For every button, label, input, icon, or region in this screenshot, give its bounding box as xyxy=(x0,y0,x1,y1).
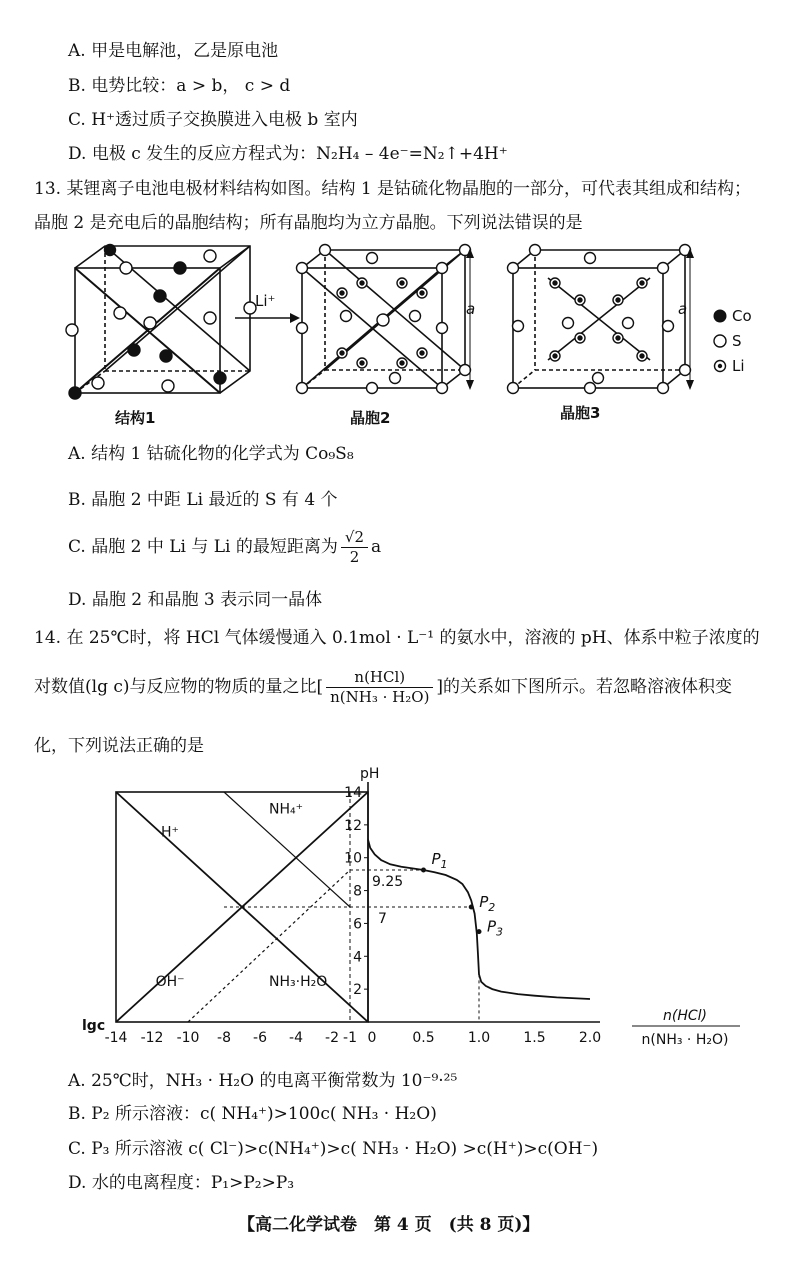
q14-stem-line3: 化，下列说法正确的是 xyxy=(34,736,204,756)
q14-option-c: C. P₃ 所示溶液 c( Cl⁻)>c(NH₄⁺)>c( NH₃ · H₂O) >c(H⁺)>c(OH⁻) xyxy=(68,1139,599,1159)
cell-3-label: 晶胞3 xyxy=(560,404,601,422)
legend-s: S xyxy=(732,332,742,350)
q13-option-a: A. 结构 1 钴硫化物的化学式为 Co₉S₈ xyxy=(68,444,354,464)
structure-1-label: 结构1 xyxy=(115,409,156,427)
q12-option-b: B. 电势比较：a > b， c > d xyxy=(68,76,291,96)
x-tick-right-0: 0 xyxy=(367,1030,377,1046)
legend xyxy=(714,307,752,375)
point-P3 xyxy=(477,929,482,934)
x-tick-right-3: 1.5 xyxy=(523,1030,546,1046)
x-axis-label-left: lgc xyxy=(82,1018,106,1034)
q12-option-a: A. 甲是电解池，乙是原电池 xyxy=(68,41,279,61)
cell-2-label: 晶胞2 xyxy=(350,409,391,427)
q12-option-c: C. H⁺透过质子交换膜进入电极 b 室内 xyxy=(68,110,358,130)
q13-stem-line2: 晶胞 2 是充电后的晶胞结构；所有晶胞均为立方晶胞。下列说法错误的是 xyxy=(34,213,583,233)
page-footer: 【高二化学试卷 第 4 页 (共 8 页)】 xyxy=(238,1215,540,1235)
point-P1 xyxy=(421,868,426,873)
titration-curve xyxy=(368,840,590,999)
y-tick-3: 8 xyxy=(353,883,362,900)
x-tick-left-1: -12 xyxy=(140,1030,164,1046)
x-tick-left-4: -6 xyxy=(253,1030,267,1046)
x-tick-left-5: -4 xyxy=(289,1030,303,1046)
y-tick-1: 4 xyxy=(353,949,362,966)
q13-stem-line1: 13. 某锂离子电池电极材料结构如图。结构 1 是钴硫化物晶胞的一部分，可代表其组成和结构； xyxy=(34,179,752,199)
q14-option-d: D. 水的电离程度：P₁>P₂>P₃ xyxy=(68,1173,295,1193)
x-tick-left-3: -8 xyxy=(217,1030,231,1046)
crystal-figure xyxy=(50,238,770,432)
ratio-fraction: $\frac{\text{n(HCl)}}{\text{n(NH₃ · H₂O)}}$ xyxy=(326,668,433,707)
ph-chart xyxy=(60,760,740,1059)
ref-value-9-25: 9.25 xyxy=(372,874,404,891)
cell-2-edge-label: a xyxy=(466,300,476,318)
y-tick-5: 12 xyxy=(344,817,362,834)
point-label-P2: $P_2$ xyxy=(479,893,496,914)
x-tick-right-1: 0.5 xyxy=(412,1030,435,1046)
y-tick-4: 10 xyxy=(344,850,362,867)
y-tick-2: 6 xyxy=(353,916,362,933)
legend-li: Li xyxy=(732,357,745,375)
cell-3-edge-label: a xyxy=(678,300,688,318)
structure-1 xyxy=(75,246,250,393)
point-P2 xyxy=(469,905,474,910)
series-line-3 xyxy=(188,870,350,1022)
q13-option-b: B. 晶胞 2 中距 Li 最近的 S 有 4 个 xyxy=(68,490,338,510)
y-tick-0: 2 xyxy=(353,982,362,999)
x-tick-left-7: -1 xyxy=(343,1030,357,1046)
x-tick-left-2: -10 xyxy=(176,1030,200,1046)
y-axis-label: pH xyxy=(360,766,380,782)
arrow-label: Li⁺ xyxy=(255,292,276,310)
q12-option-d: D. 电极 c 发生的反应方程式为：N₂H₄ – 4e⁻=N₂↑+4H⁺ xyxy=(68,144,508,164)
x-tick-right-4: 2.0 xyxy=(578,1030,602,1046)
q14-stem-line1: 14. 在 25℃时，将 HCl 气体缓慢通入 0.1mol · L⁻¹ 的氨水中，溶液的 pH、体系中粒子浓度的 xyxy=(34,628,760,648)
q14-option-a: A. 25℃时，NH₃ · H₂O 的电离平衡常数为 10⁻⁹·²⁵ xyxy=(68,1071,458,1091)
q13-option-c-text: C. 晶胞 2 中 Li 与 Li 的最短距离为 xyxy=(68,537,338,557)
x-tick-left-0: -14 xyxy=(104,1030,128,1046)
q13-option-c: C. 晶胞 2 中 Li 与 Li 的最短距离为 $\frac{√2}{2}$ a xyxy=(68,528,382,566)
sqrt2-over-2: $\frac{√2}{2}$ xyxy=(341,528,368,567)
legend-co: Co xyxy=(732,307,752,325)
series-label-1: OH⁻ xyxy=(155,973,185,990)
ref-value-7: 7 xyxy=(378,911,387,927)
x-axis-label-num: n(HCl) xyxy=(663,1008,707,1024)
x-tick-left-6: -2 xyxy=(325,1030,339,1046)
series-label-0: H⁺ xyxy=(161,824,179,841)
y-tick-6: 14 xyxy=(344,785,362,801)
x-tick-right-2: 1.0 xyxy=(467,1030,491,1046)
point-label-P3: $P_3$ xyxy=(487,917,504,939)
series-label-3: NH₃·H₂O xyxy=(269,973,328,990)
q14-option-b: B. P₂ 所示溶液：c( NH₄⁺)>100c( NH₃ · H₂O) xyxy=(68,1104,437,1124)
point-label-P1: $P_1$ xyxy=(431,850,448,872)
q14-stem-line2: 对数值(lg c)与反应物的物质的量之比[ $\frac{\text{n(HCl)}}{\text{n(NH₃ · H₂O)}}$ ]的关系如下图所示。若忽略溶液体积变 xyxy=(34,668,733,706)
x-axis-label-den: n(NH₃ · H₂O) xyxy=(641,1032,729,1048)
q13-option-d: D. 晶胞 2 和晶胞 3 表示同一晶体 xyxy=(68,590,323,610)
series-label-2: NH₄⁺ xyxy=(269,801,304,818)
